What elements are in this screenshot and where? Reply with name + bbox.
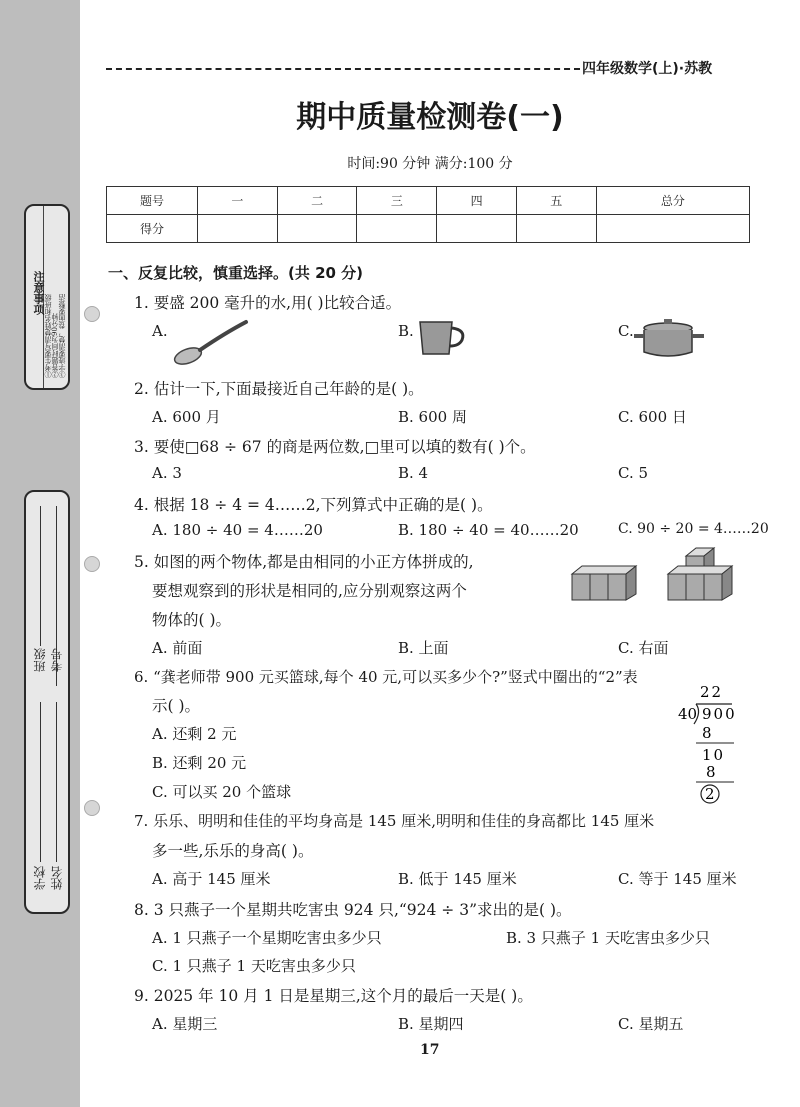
option-c[interactable]: C. 可以买 20 个篮球 <box>152 783 292 801</box>
cube-object-2-icon <box>664 546 736 602</box>
notice-items <box>45 228 67 378</box>
option-b[interactable]: B. 低于 145 厘米 <box>398 870 517 888</box>
question-9: 9. 2025 年 10 月 1 日是星期三,这个月的最后一天是( )。 <box>134 987 533 1005</box>
score-input-cell[interactable] <box>357 215 437 243</box>
option-a[interactable]: A. 600 月 <box>152 408 221 426</box>
question-6-line: 6. “龚老师带 900 元买篮球,每个 40 元,可以买多少个?”竖式中圈出的“2”表 <box>134 668 638 686</box>
division-remainder: 2 <box>705 785 715 803</box>
exam-time-info: 时间:90 分钟 满分:100 分 <box>347 156 513 172</box>
page-number: 17 <box>420 1042 440 1058</box>
score-row-label: 得分 <box>107 215 198 243</box>
student-info-box <box>24 490 70 914</box>
division-step: 10 <box>702 746 726 764</box>
name-label: 姓名 <box>50 866 64 890</box>
question-7-line: 7. 乐乐、明明和佳佳的平均身高是 145 厘米,明明和佳佳的身高都比 145 厘米 <box>134 812 655 830</box>
fill-line <box>56 702 57 862</box>
division-step: 8 <box>702 724 712 742</box>
option-c[interactable]: C. 星期五 <box>618 1015 684 1033</box>
question-5-line: 要想观察到的形状是相同的,应分别观察这两个 <box>152 582 467 600</box>
notice-title: 注意事项 <box>30 206 44 388</box>
notice-box <box>24 204 70 390</box>
score-input-cell[interactable] <box>277 215 357 243</box>
option-a[interactable]: A. 3 <box>152 464 182 482</box>
option-b[interactable]: B. 上面 <box>398 639 449 657</box>
division-dividend: 900 <box>702 705 737 723</box>
question-7-line: 多一些,乐乐的身高( )。 <box>152 842 314 860</box>
option-a[interactable]: A. 还剩 2 元 <box>152 725 237 743</box>
score-table-cell: 一 <box>198 187 278 215</box>
binding-hole <box>84 556 100 572</box>
section-title: 一、反复比较，慎重选择。(共 20 分) <box>108 264 364 282</box>
notice-item: ①考生要写清楚姓名和班级 <box>44 294 52 378</box>
exam-number-label: 考号 <box>50 648 64 672</box>
score-table-cell: 总分 <box>596 187 749 215</box>
option-b[interactable]: B. 600 周 <box>398 408 467 426</box>
option-c[interactable]: C. 90 ÷ 20 = 4……20 <box>618 521 769 537</box>
class-label: 班级 <box>33 648 47 672</box>
fill-line <box>40 506 41 646</box>
division-quotient: 22 <box>700 683 724 701</box>
score-table-cell: 三 <box>357 187 437 215</box>
division-step: 8 <box>706 763 716 781</box>
notice-item: ③字迹要清楚，卷面要整洁 <box>58 294 66 378</box>
option-a[interactable]: A. 180 ÷ 40 = 4……20 <box>152 521 323 539</box>
option-b[interactable]: B. 还剩 20 元 <box>152 754 247 772</box>
score-table <box>106 186 750 243</box>
spoon-icon <box>170 318 250 368</box>
option-b[interactable]: B. 180 ÷ 40 = 40……20 <box>398 521 579 539</box>
question-4: 4. 根据 18 ÷ 4 = 4……2,下列算式中正确的是( )。 <box>134 496 493 514</box>
page-title: 期中质量检测卷(一) <box>296 100 564 135</box>
question-6-line: 示( )。 <box>152 697 201 715</box>
option-a[interactable]: A. 前面 <box>152 639 203 657</box>
option-c[interactable]: C. 等于 145 厘米 <box>618 870 737 888</box>
option-c[interactable]: C. 5 <box>618 464 649 482</box>
score-table-cell: 题号 <box>107 187 198 215</box>
question-2: 2. 估计一下,下面最接近自己年龄的是( )。 <box>134 380 424 398</box>
school-label: 学校 <box>33 866 47 890</box>
option-a[interactable]: A. <box>152 322 168 340</box>
option-c[interactable]: C. 1 只燕子 1 天吃害虫多少只 <box>152 957 356 975</box>
option-b[interactable]: B. <box>398 322 414 340</box>
question-1: 1. 要盛 200 毫升的水,用( )比较合适。 <box>134 294 402 312</box>
option-c[interactable]: C. 600 日 <box>618 408 687 426</box>
score-input-cell[interactable] <box>516 215 596 243</box>
question-5-line: 5. 如图的两个物体,都是由相同的小正方体拼成的, <box>134 553 474 571</box>
score-table-cell: 四 <box>437 187 517 215</box>
score-table-header-row <box>107 187 750 215</box>
question-5-line: 物体的( )。 <box>152 611 232 629</box>
notice-item: ②答题时间为90分钟 <box>51 313 59 378</box>
score-input-cell[interactable] <box>596 215 749 243</box>
option-b[interactable]: B. 4 <box>398 464 429 482</box>
option-b[interactable]: B. 3 只燕子 1 天吃害虫多少只 <box>506 929 710 947</box>
option-a[interactable]: A. 星期三 <box>152 1015 218 1033</box>
score-input-cell[interactable] <box>198 215 278 243</box>
cup-icon <box>414 318 470 358</box>
division-divisor: 40 <box>678 705 698 723</box>
option-b[interactable]: B. 星期四 <box>398 1015 464 1033</box>
fill-line <box>40 702 41 862</box>
pot-icon <box>634 318 706 362</box>
option-a[interactable]: A. 1 只燕子一个星期吃害虫多少只 <box>152 929 382 947</box>
score-table-cell: 五 <box>516 187 596 215</box>
header-dash-line <box>106 68 580 70</box>
score-input-cell[interactable] <box>437 215 517 243</box>
option-c[interactable]: C. <box>618 322 634 340</box>
binding-hole <box>84 800 100 816</box>
long-division-figure <box>676 682 740 806</box>
score-table-score-row <box>107 215 750 243</box>
option-a[interactable]: A. 高于 145 厘米 <box>152 870 271 888</box>
cube-object-1-icon <box>568 564 640 602</box>
question-3: 3. 要使□68 ÷ 67 的商是两位数,□里可以填的数有( )个。 <box>134 438 536 456</box>
grade-tag: 四年级数学(上)·苏教 <box>582 61 713 77</box>
score-table-cell: 二 <box>277 187 357 215</box>
question-8: 8. 3 只燕子一个星期共吃害虫 924 只,“924 ÷ 3”求出的是( )。 <box>134 901 572 919</box>
binding-hole <box>84 306 100 322</box>
option-c[interactable]: C. 右面 <box>618 639 669 657</box>
